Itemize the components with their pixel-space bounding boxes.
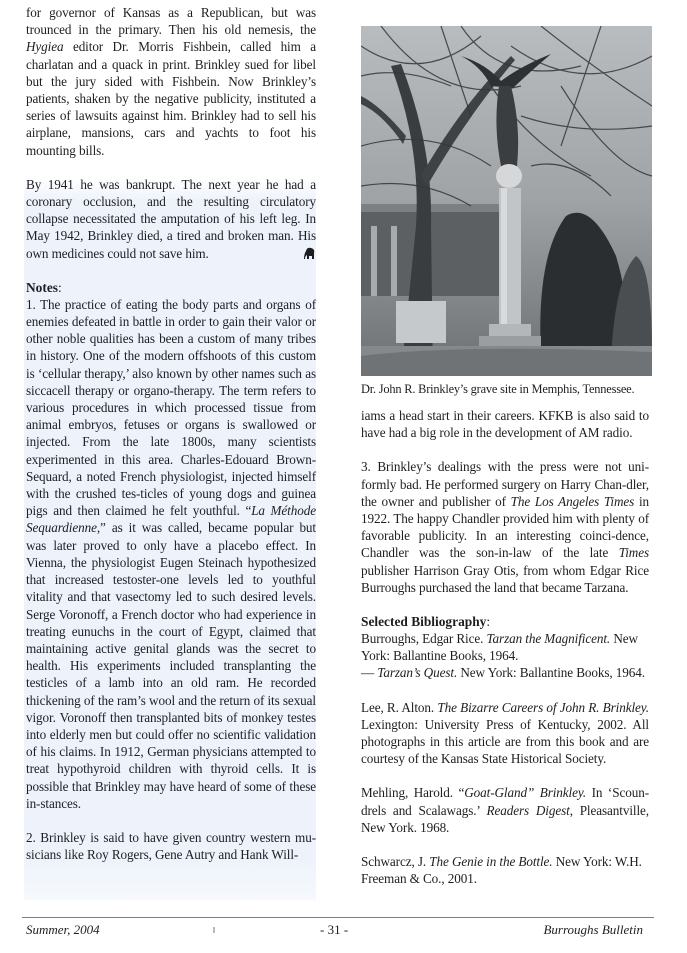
italic-publication-name: The Los Angeles Times [510,493,635,509]
book-title: Tarzan’s Quest. [377,665,458,681]
text: : [486,614,491,630]
publication-title: Readers Digest [486,802,570,818]
scan-speck [213,927,215,933]
book-title: Tarzan the Magnificent. [486,631,611,647]
text: New York: Ballantine Books, 1964. [457,665,645,681]
text: 2. Brinkley is said to have given country western mu-sicians like Roy Rogers, Gene Autry and Hank Will- [26,829,316,863]
note-1 [26,296,316,812]
bibliography-entry [361,853,649,887]
book-title: The Bizarre Careers of John R. Brinkley. [437,699,649,715]
elephant-end-mark-icon [304,247,316,260]
text: : [57,279,62,295]
text: Schwarcz, J. [361,854,430,870]
right-column [358,26,654,887]
text: publisher Harrison Gray Otis, from whom Edgar Rice Burroughs purchased the land that became Tarzana. [361,562,649,595]
note-3 [361,458,649,596]
paragraph-bankruptcy-death [26,176,316,262]
text: In ‘Scoun-drels and Scalawags.’ [361,785,649,818]
text: Burroughs, Edgar Rice. [361,631,487,647]
text: Selected Bibliography [361,614,487,630]
footer-issue-date: Summer, 2004 [26,922,100,937]
book-title: The Genie in the Bottle. [429,854,553,870]
bibliography-entry [361,630,649,664]
text: 1. The practice of eating the body parts and organs of enemies defeated in battle in order to gain their valor or other noble qualities has been a custom of many tribes in history. One of the modern offshoots of this custom is ‘cellular therapy,’ also known by other names such as siccacell therapy or organo-therapy. The term refers to various procedures in which processed tissue from animal embryos, fetuses or organs is swallowed or injected. From the late 1800s, many scientists experimented in this area. Charles-Edouard Brown-Sequard, a noted French physiologist, injected himself with the crushed tes-ticles of young dogs and guinea pigs and then claimed he felt youthful. “ [26,296,316,519]
text: editor Dr. Morris Fishbein, called him a charlatan and a quack in print. Brinkley sued for libel but the jury sided with Fishbein. Now Brinkley’s patients, shaken by the negative publicity, instituted a series of lawsuits against him. Brinkley had to sell his airplane, mansions, cars and yachts to foot his mounting bills. [26,39,316,158]
text: in 1922. The happy Chandler provided him with plenty of favorable publicity. In an interesting coinci-dence, Chandler was the son-in-law of the late [361,493,649,561]
text: New York: W.H. Freeman & Co., 2001. [361,854,642,887]
text: Lexington: University Press of Kentucky, 2002. All photographs in this article are from this book and are courtesy of the Kansas State Historical Society. [361,716,649,767]
text: iams a head start in their careers. KFKB is also said to have had a big role in the development of AM radio. [361,408,649,441]
text: New York: Ballantine Books, 1964. [361,631,638,664]
italic-term: La Méthode Sequardienne, [26,503,316,536]
grave-site-photo [361,26,652,376]
footer-publication-name: Burroughs Bulletin [543,922,643,937]
text: Lee, R. Alton. [361,699,438,715]
photo-graphic [361,26,652,376]
left-column [24,0,316,900]
bibliography-entry [361,664,649,681]
text: ” as it was called, became popular but was later proved to only have a placebo effect. In Vienna, the physiologist Eugen Steinach hypothesized that increased testoster-one levels led to youthful vitality and that vasectomy led to such desired levels. Serge Voronoff, a French doctor who had experience in treating eunuchs in the court of Egypt, claimed that maintaining active genital glands was the secret to health. His experiments included transplanting the testicles of a lamb into an old ram. He recorded thickening of the ram’s wool and the return of its sexual vigor. Voronoff then transplanted bits of monkey testes into elderly men but could offer no scientific validation of his claims. In 1912, German physicians attempted to treat hypothyroid children with thyroid cells. It is possible that Brinkley may have heard of some of these in-stances. [26,520,316,811]
note-2-end [361,407,649,441]
text: 3. Brinkley’s dealings with the press were not uni-formly bad. He performed surgery on Harry Chan-dler, the owner and publisher of [361,459,649,509]
text: for governor of Kansas as a Republican, but was trounced in the primary. Then his old nemesis, the [26,5,316,38]
text: — [361,665,378,681]
italic-publication-name: Hygiea [26,39,64,55]
bibliography-entry [361,784,649,836]
bibliography-heading [361,613,654,630]
notes-heading [26,279,316,296]
text: Notes [26,279,58,295]
footer-page-number: - 31 - [320,922,349,937]
text: By 1941 he was bankrupt. The next year he had a coronary occlusion, and the resulting circulatory collapse necessitated the amputation of his left leg. In May 1942, Brinkley died, a tired and broken man. His own medicines could not save him. [26,176,316,261]
bibliography-entry [361,699,649,768]
text: Mehling, Harold. “ [361,785,465,801]
book-title: Goat-Gland” Brinkley. [464,785,587,801]
italic-publication-name: Times [618,545,649,561]
photo-caption: Dr. John R. Brinkley’s grave site in Memphis, Tennessee. [361,382,635,396]
footer-divider [22,917,654,918]
note-2-start [26,829,316,863]
paragraph-fishbein [26,4,316,159]
text: , Pleasantville, New York. 1968. [361,802,649,835]
